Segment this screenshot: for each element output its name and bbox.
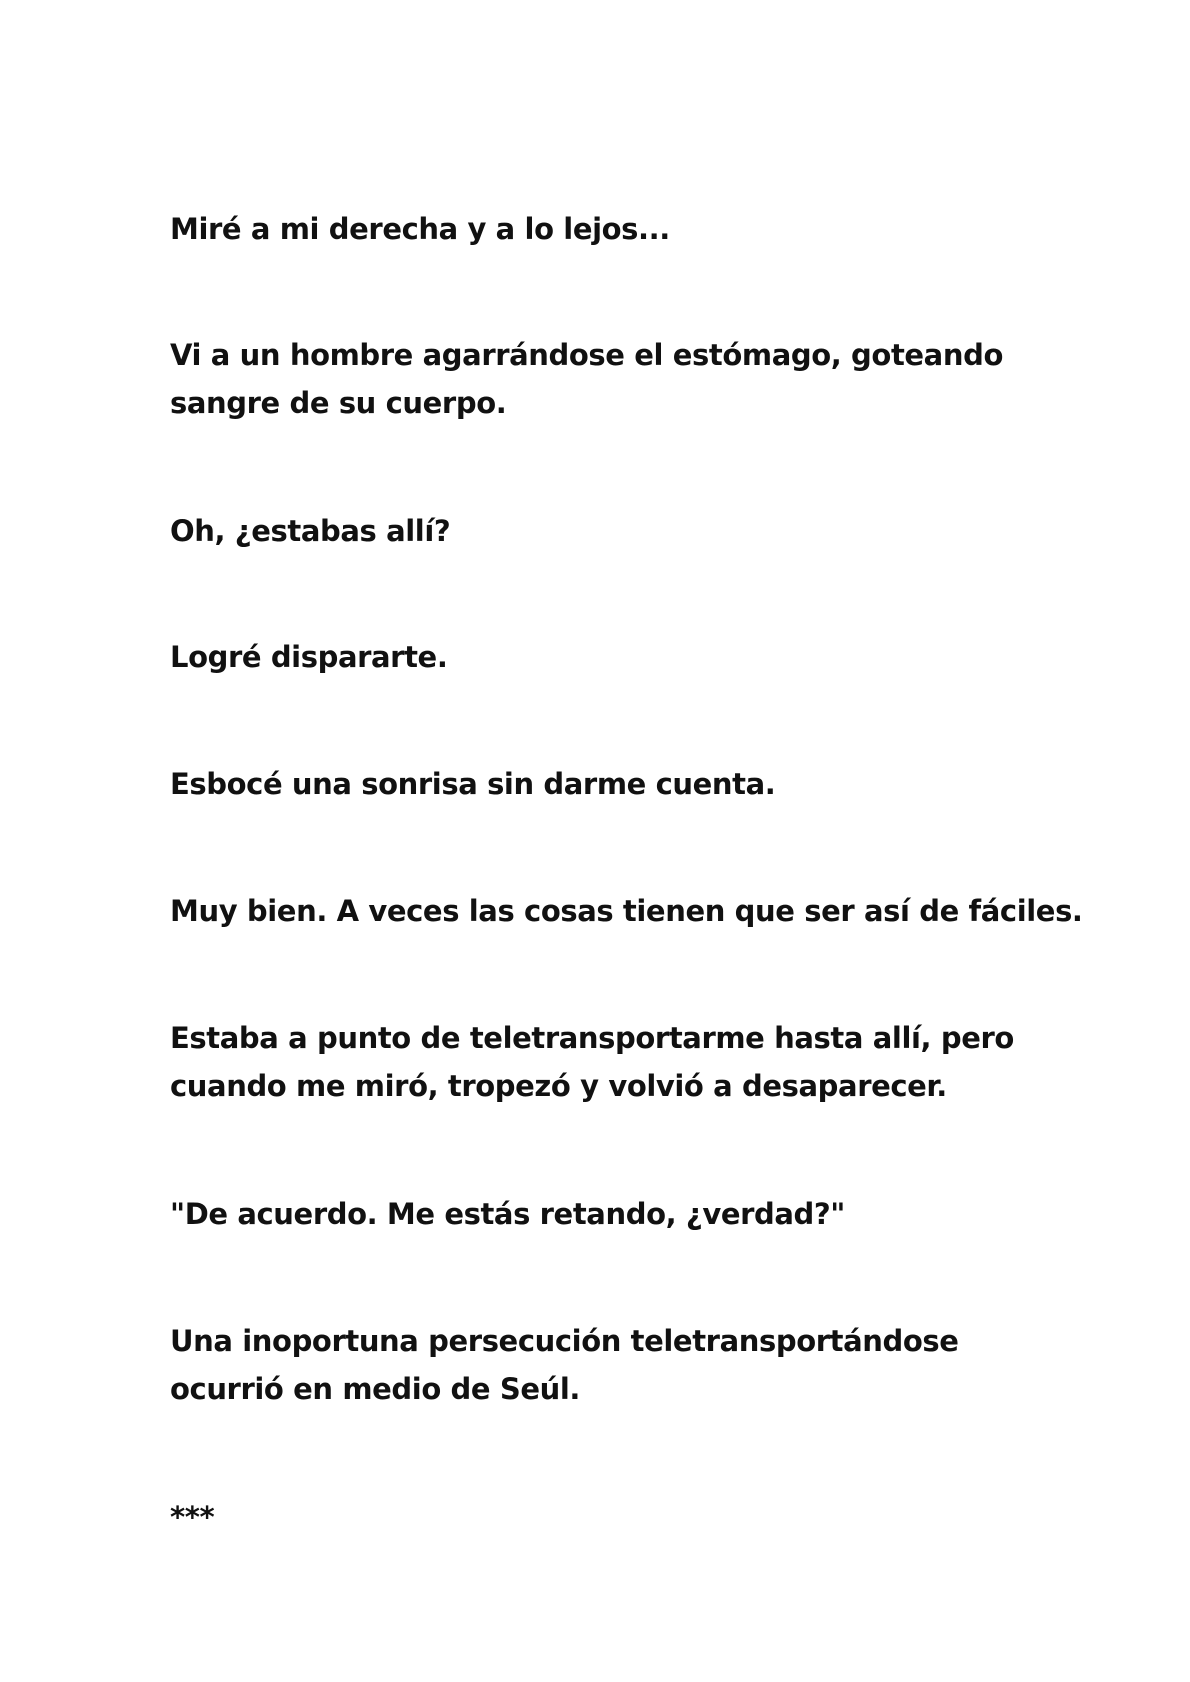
paragraph-7 — [170, 1014, 1070, 1110]
paragraph-line: Muy bien. A veces las cosas tienen que ser así de fáciles. — [170, 894, 1083, 928]
paragraph-line: Oh, ¿estabas allí? — [170, 514, 451, 548]
separator-asterisks: *** — [170, 1500, 215, 1534]
paragraph-line: Vi a un hombre agarrándose el estómago, goteando — [170, 338, 1003, 372]
paragraph-9 — [170, 1317, 1070, 1413]
paragraph-4 — [170, 633, 1070, 681]
paragraph-line: Una inoportuna persecución teletransportándose — [170, 1324, 959, 1358]
paragraph-1 — [170, 205, 1070, 253]
paragraph-line: Miré a mi derecha y a lo lejos... — [170, 212, 670, 246]
paragraph-8 — [170, 1190, 1070, 1238]
paragraph-line: sangre de su cuerpo. — [170, 386, 507, 420]
paragraph-5 — [170, 760, 1070, 808]
paragraph-line: Logré dispararte. — [170, 640, 448, 674]
section-separator — [170, 1493, 1070, 1541]
paragraph-line: Estaba a punto de teletransportarme hasta allí, pero — [170, 1021, 1014, 1055]
paragraph-3 — [170, 507, 1070, 555]
paragraph-line: ocurrió en medio de Seúl. — [170, 1372, 581, 1406]
paragraph-line: Esbocé una sonrisa sin darme cuenta. — [170, 767, 776, 801]
paragraph-line: cuando me miró, tropezó y volvió a desaparecer. — [170, 1069, 947, 1103]
paragraph-6 — [170, 887, 1083, 935]
paragraph-2 — [170, 331, 1070, 427]
paragraph-line: "De acuerdo. Me estás retando, ¿verdad?" — [170, 1197, 846, 1231]
